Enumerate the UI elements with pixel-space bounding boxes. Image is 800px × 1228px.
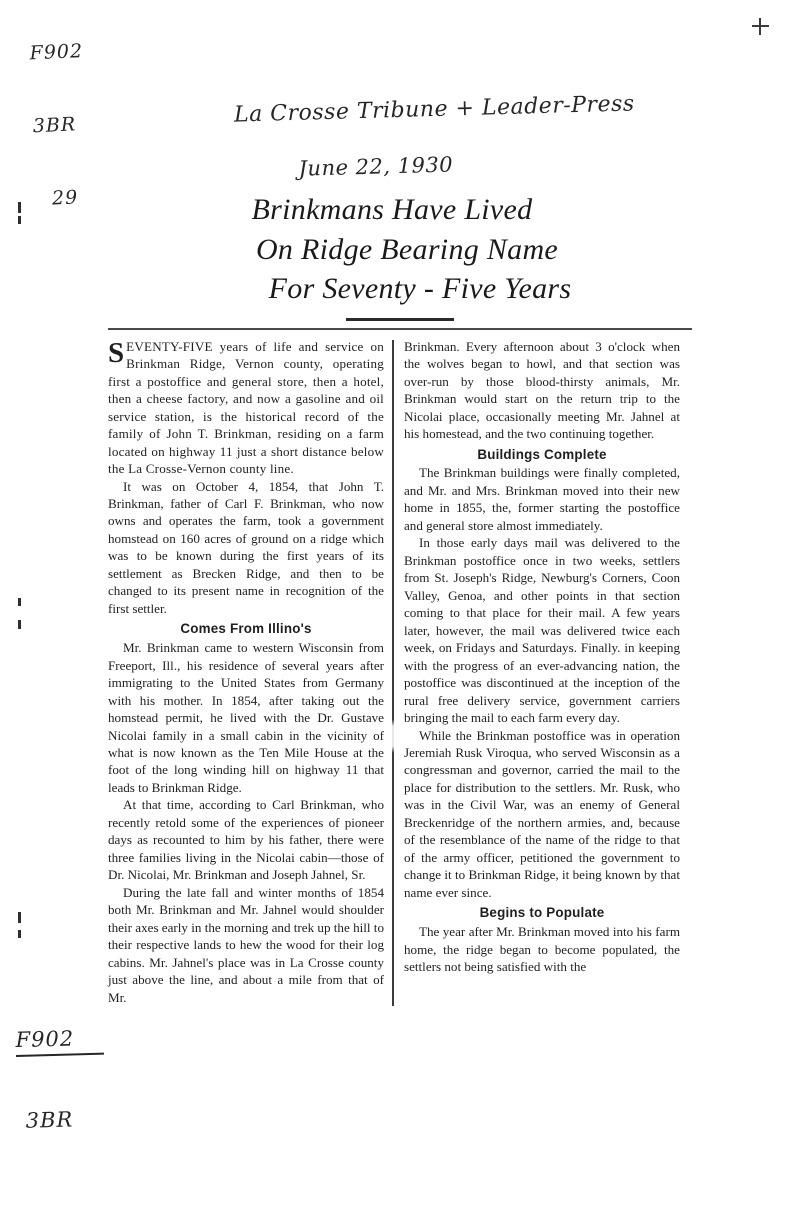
margin-tick-mark (18, 620, 21, 629)
paragraph: Mr. Brinkman came to western Wisconsin from Freeport, Ill., his residence of several years after immigrating to the United States from Germany with his mother. In 1854, after taking out the homstead permit, he lived with the Dr. Gustave Nicolai family in a small cabin in the vicinity of what is now known as the Ten Mile House at the foot of the long winding hill on highway 11 that leads to Brinkman Ridge. (108, 640, 384, 795)
paragraph: The Brinkman buildings were finally completed, and Mr. and Mrs. Brinkman moved into their new home in 1855, the, former starting the postoffice and general store almost immediately. (404, 465, 680, 533)
headline-line-3: For Seventy - Five Years (268, 272, 572, 306)
paragraph: During the late fall and winter months of 1854 both Mr. Brinkman and Mr. Jahnel would shoulder their axes early in the morning and trek up the hill to their respective lands to hew the wood for their log cabins. Mr. Jahnel's place was in La Crosse county just above the line, and about a mile from that of Mr. (108, 884, 384, 1005)
paragraph: The year after Mr. Brinkman moved into his farm home, the ridge began to become populated, the settlers not being satisfied with the (404, 924, 680, 975)
headline-line-2: On Ridge Bearing Name (255, 232, 559, 266)
accession-top-line2: 3BR (32, 113, 77, 138)
lead-paragraph-text: EVENTY-FIVE years of life and service on Brinkman Ridge, Vernon county, operating first a postoffice and general store, then a hotel, then a cheese factory, and now a gasoline and oil service station, is the historical record of the family of John T. Brinkman, residing on a farm located on highway 11 just a short distance below the La Crosse-Vernon county line. (108, 338, 384, 477)
paragraph-lead (108, 338, 384, 478)
paragraph: In those early days mail was delivered to the Brinkman postoffice once in two weeks, settlers from St. Joseph's Ridge, Newburg's Corners, Coon Valley, Genoa, and other points in that section coming to that place for their mail. A few years later, however, the mail was delivered twice each week, on Fridays and Saturdays. Finally. in keeping with the progress of an ever-advancing nation, the postoffice was discontinued at the inception of the rural free delivery service, government carriers bringing the mail to each farm every day. (404, 535, 680, 726)
margin-tick-mark (18, 930, 21, 938)
accession-number-top (14, 15, 90, 212)
margin-tick-mark (18, 202, 21, 213)
paragraph: Brinkman. Every afternoon about 3 o'clock when the wolves began to howl, and that section was over-run by those blood-thirsty animals, Mr. Brinkman would start on the return trip to the Nicolai place, occasionally meeting Mr. Jahnel at his homestead, and the two continuing together. (404, 338, 680, 442)
accession-number-bottom (14, 978, 107, 1157)
margin-tick-mark (18, 598, 21, 606)
paragraph: While the Brinkman postoffice was in operation Jeremiah Rusk Viroqua, who served Wisconsin as a congressman and governor, carried the mail to the place for distribution to the settlers. Mr. Rusk, who was in the Civil War, was an enemy of General Breckenridge of the northern armies, and, because of the resemblance of the name of the ridge to that of the army officer, petitioned the government to change it to Brinkman Ridge, it being known by that name ever since. (404, 727, 680, 900)
source-date: June 22, 1930 (298, 152, 454, 181)
headline-line-1: Brinkmans Have Lived (251, 193, 533, 226)
drop-cap: S (108, 336, 125, 369)
accession-top-line3: 29 (51, 186, 79, 210)
article-headline (108, 190, 692, 309)
paragraph: It was on October 4, 1854, that John T. Brinkman, father of Carl F. Brinkman, who now owns and operates the farm, took a government homstead on 160 acres of ground on a ridge which was to be known during the first years of its settlement as Brecken Ridge, and then to be changed to its present name in recognition of the first settler. (108, 478, 384, 616)
article-column-right (394, 338, 680, 976)
article-columns (108, 338, 692, 1006)
margin-tick-mark (18, 912, 21, 923)
registration-crosshair-icon (752, 18, 769, 35)
source-publication: La Crosse Tribune + Leader-Press (233, 91, 635, 128)
headline-divider-rule (346, 318, 454, 321)
margin-tick-mark (18, 216, 21, 224)
article-column-left (108, 338, 392, 1006)
newspaper-clipping (108, 190, 692, 1006)
accession-bottom-class: 3BR (25, 1107, 74, 1133)
accession-bottom-number: F902 (15, 1026, 104, 1057)
subheading-comes-from-illinois: Comes From Illino's (180, 621, 312, 637)
body-top-rule (108, 328, 692, 330)
accession-top-line1: F902 (29, 40, 84, 65)
subheading-begins-to-populate: Begins to Populate (479, 905, 605, 921)
paragraph: At that time, according to Carl Brinkman, who recently retold some of the experiences of pioneer days as recounted to him by his father, there were three families living in the Nicolai cabin—those of Dr. Nicolai, Mr. Brinkman and Joseph Jahnel, Sr. (108, 797, 384, 883)
subheading-buildings-complete: Buildings Complete (477, 446, 607, 462)
source-inscription (218, 66, 637, 208)
